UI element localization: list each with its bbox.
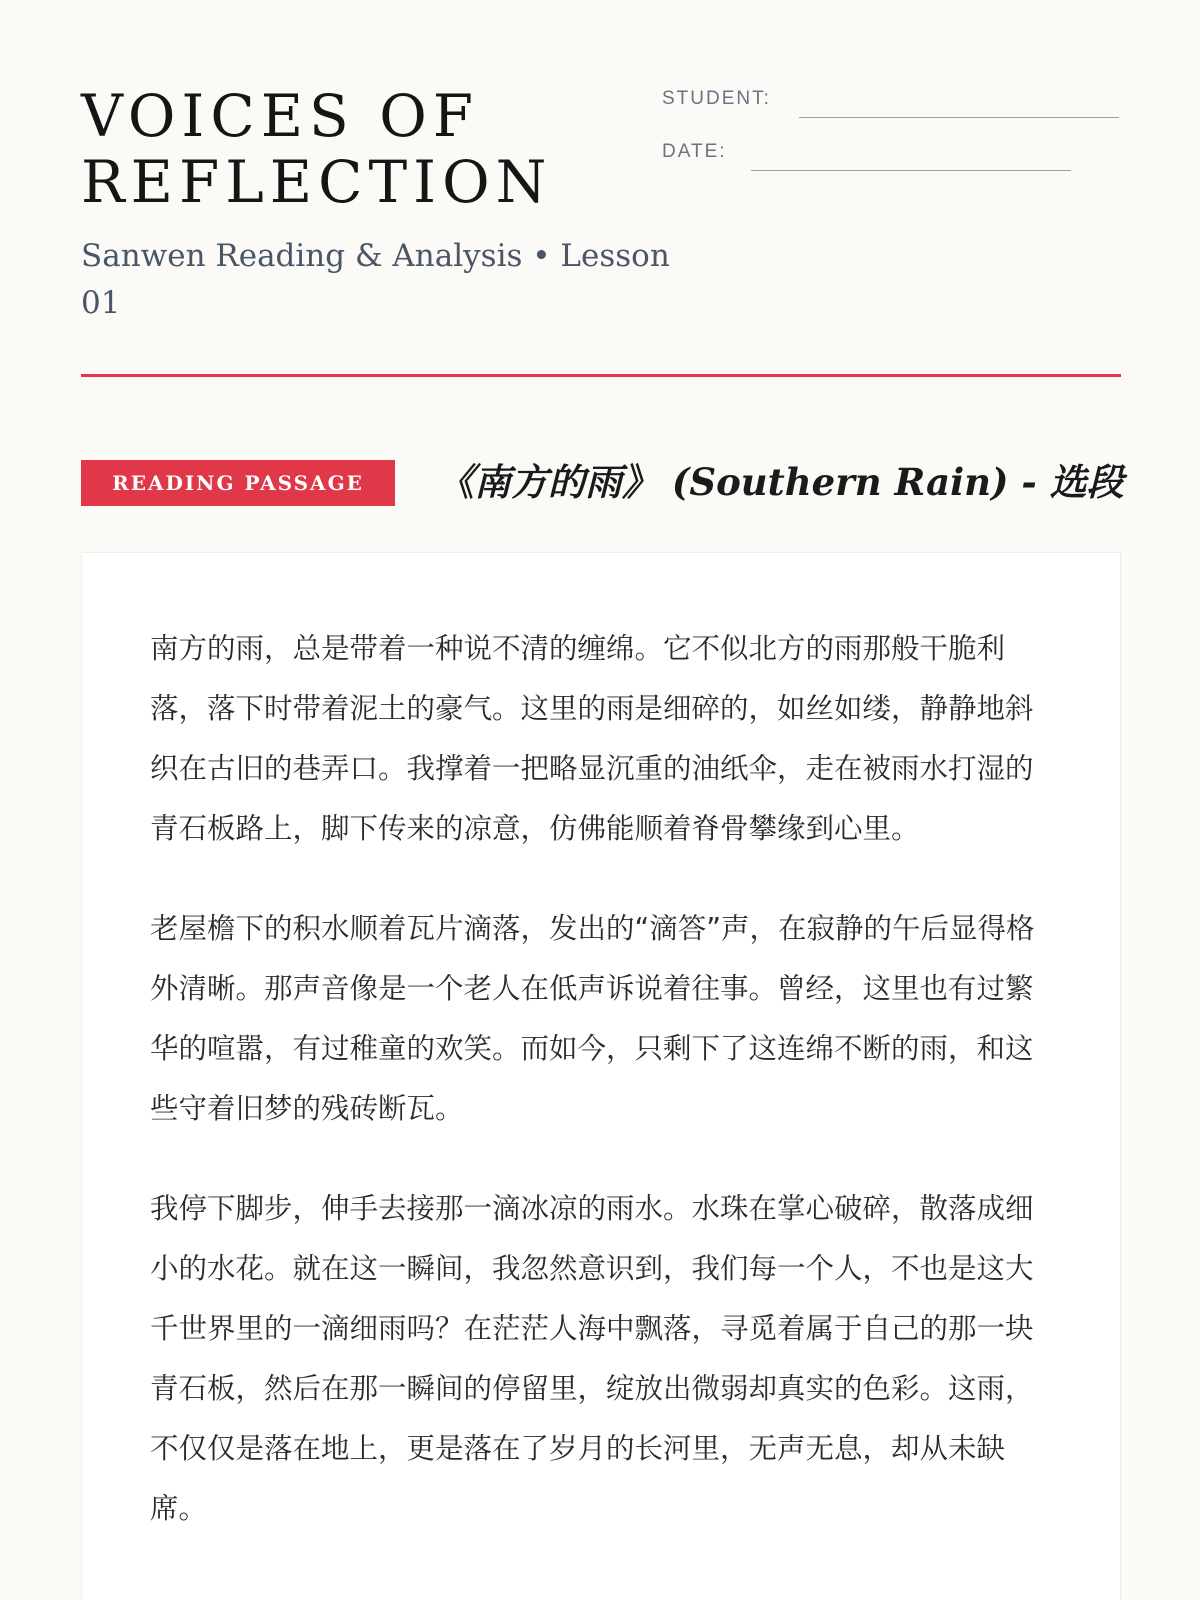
lesson-subtitle: Sanwen Reading & Analysis • Lesson 01 <box>81 238 670 321</box>
student-label: STUDENT: <box>662 88 771 109</box>
passage-paragraph: 老屋檐下的积水顺着瓦片滴落，发出的“滴答”声，在寂静的午后显得格外清晰。那声音像是一个老人在低声诉说着往事。曾经，这里也有过繁华的喧嚣，有过稚童的欢笑。而如今，只剩下了这连绵不断的雨，和这些守着旧梦的残砖断瓦。 <box>150 912 1035 1125</box>
section-heading <box>81 460 1141 510</box>
passage-paragraph: 南方的雨，总是带着一种说不清的缠绵。它不似北方的雨那般干脆利落，落下时带着泥土的豪气。这里的雨是细碎的，如丝如缕，静静地斜织在古旧的巷弄口。我撑着一把略显沉重的油纸伞，走在被雨水打湿的青石板路上，脚下传来的凉意，仿佛能顺着脊骨攀缘到心里。 <box>150 632 1034 845</box>
passage-card <box>81 552 1121 1600</box>
passage-title: 《南方的雨》 (Southern Rain) - 选段 <box>437 460 1124 504</box>
worksheet-header <box>81 83 1121 378</box>
date-label: DATE: <box>662 141 727 162</box>
passage-text <box>150 619 1056 1579</box>
student-info-fields <box>662 88 1122 194</box>
reading-passage-badge: READING PASSAGE <box>81 460 395 506</box>
student-field-row <box>662 88 1122 141</box>
header-divider <box>81 374 1121 377</box>
date-field-row <box>662 141 1122 194</box>
title-block <box>81 83 681 327</box>
page-title: VOICES OF REFLECTION <box>81 82 553 216</box>
student-name-line[interactable] <box>799 117 1119 118</box>
passage-paragraph: 我停下脚步，伸手去接那一滴冰凉的雨水。水珠在掌心破碎，散落成细小的水花。就在这一瞬间，我忽然意识到，我们每一个人，不也是这大千世界里的一滴细雨吗？在茫茫人海中飘落，寻觅着属于自己的那一块青石板，然后在那一瞬间的停留里，绽放出微弱却真实的色彩。这雨，不仅仅是落在地上，更是落在了岁月的长河里，无声无息，却从未缺席。 <box>150 1192 1034 1525</box>
date-line[interactable] <box>751 170 1071 171</box>
